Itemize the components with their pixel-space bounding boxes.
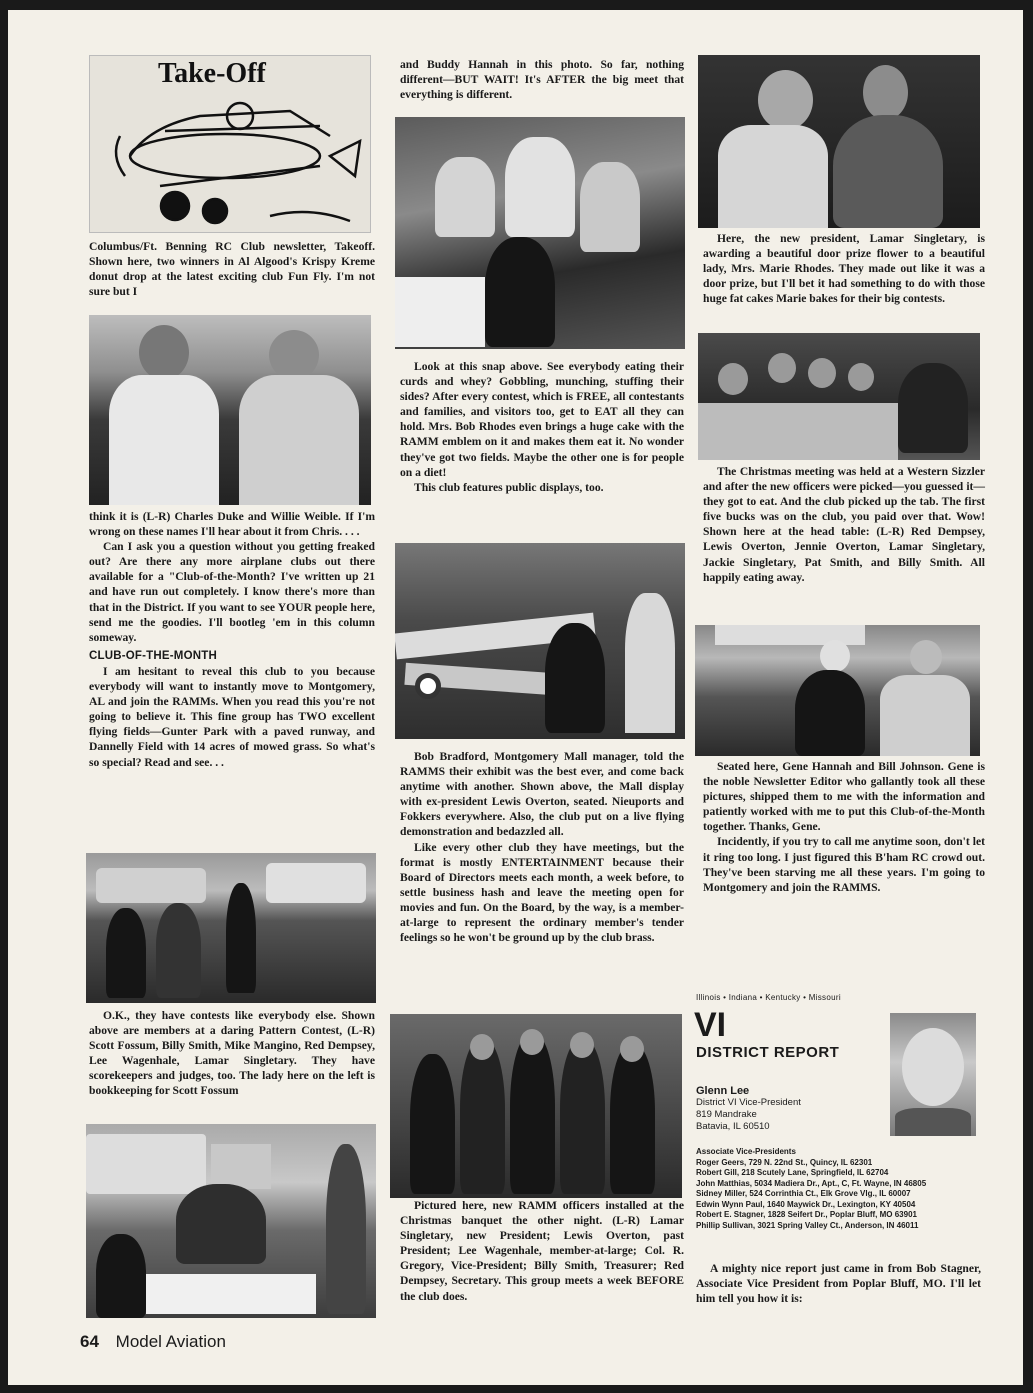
page-number: 64 [80,1332,99,1351]
photo-christmas-head-table [698,333,980,460]
col1-body: think it is (L-R) Charles Duke and Willie Weible. If I'm wrong on these names I'll hear about it from Chris. . . . Can I ask you a question without you getting freaked out? Are there any more airplane clubs out there available for a "Club-of-the-Month? I've written up 21 and have run out completely. I know there's more than that in the District. If you want to see YOUR people here, send me the goodies. I'll bootleg 'em in this column someway. CLUB-OF-THE-MONTH I am hesitant to reveal this club to you because everybody will want to instantly move to Montgomery, AL and join the RAMMs. When you read this you're not going to believe it. This fine group has TWO excellent flying fields—Gunter Park with a paved runway, and Dannelly Field with 14 acres of mowed grass. So what's so special? Read and see. . . [89,510,375,769]
col2-top: and Buddy Hannah in this photo. So far, nothing different—BUT WAIT! It's AFTER the big meet that everything is different. [400,58,684,102]
photo-new-officers [390,1014,682,1198]
photo-donut-drop-winners [89,315,371,505]
biplane-cartoon-icon [90,56,372,234]
takeoff-newsletter-logo [89,55,371,233]
associate-vp-heading: Associate Vice-Presidents [696,1147,796,1156]
vp-street: 819 Mandrake [696,1109,757,1120]
associate-vp-item: Phillip Sullivan, 3021 Spring Valley Ct., Anderson, IN 46011 [696,1220,919,1230]
takeoff-caption: Columbus/Ft. Benning RC Club newsletter, Takeoff. Shown here, two winners in Al Algood's Krispy Kreme donut drop at the latest exciting club Fun Fly. I'm not sure but I [89,240,375,299]
col3-body-1: Here, the new president, Lamar Singletary, is awarding a beautiful door prize flower to a beautiful lady, Mrs. Marie Rhodes. They made out like it was a door prize, but I'll bet it had something to do with those huge fat cakes Marie bakes for their big contests. [703,232,985,306]
associate-vp-list [696,1147,986,1231]
col2-body-3: Pictured here, new RAMM officers installed at the Christmas banquet the other night. (L-R) Lamar Singletary, new President; Lewis Overton, past President; Lee Wagenhale, member-at-large; Col. R. Gregory, Vice-President; Billy Smith, Treasurer; Red Dempsey, Secretary. This group meets a week BEFORE the club does. [400,1199,684,1303]
associate-vp-item: Robert Gill, 218 Scutely Lane, Springfield, IL 62704 [696,1168,889,1177]
associate-vp-item: John Matthias, 5034 Madiera Dr., Apt., C, Ft. Wayne, IN 46805 [696,1178,927,1188]
associate-vp-item: Roger Geers, 729 N. 22nd St., Quincy, IL 62301 [696,1157,873,1167]
glenn-lee-portrait [890,1013,976,1136]
associate-vp-item: Sidney Miller, 524 Corrinthia Ct., Elk Grove Vlg., IL 60007 [696,1189,911,1198]
photo-bookkeeping [86,1124,376,1318]
col3-body-2: The Christmas meeting was held at a Western Sizzler and after the new officers were picked—you guessed it—they got to eat. And the club picked up the tab. The first five bucks was on the club, you paid over that. Wow! Shown here at the head table: (L-R) Red Dempsey, Lewis Overton, Jennie Overton, Lamar Singletary, Jackie Singletary, Pat Smith, and Billy Smith. All happily eating away. [703,465,985,584]
photo-pattern-contest [86,853,376,1003]
vp-city: Batavia, IL 60510 [696,1121,770,1132]
page-footer [80,1332,226,1352]
district-states: Illinois • Indiana • Kentucky • Missouri [696,993,841,1002]
vp-contact-block [696,1085,886,1133]
club-of-the-month-heading: CLUB-OF-THE-MONTH [89,649,217,662]
district-report-heading: DISTRICT REPORT [696,1044,840,1061]
col2-body-1: Look at this snap above. See everybody eating their curds and whey? Gobbling, munching, stuffing their sides? After every contest, which is FREE, all contestants and families, and visitors too, get to EAT all they can hold. Mrs. Bob Rhodes even brings a huge cake with the RAMM emblem on it and makes them eat it. No wonder they've got two fields. Maybe the other one is for people on a diet! This club features public displays, too. [400,360,684,494]
col3-body-3: Seated here, Gene Hannah and Bill Johnson. Gene is the noble Newsletter Editor who gallantly took all these pictures, shipped them to me with the information and patiently worked with me to put this Club-of-the-Month together. Thanks, Gene. Incidently, if you try to call me anytime soon, don't let it ring too long. I just figured this B'ham RC crowd out. They've been starving me all these years. I'm going to Montgomery and join the RAMMS. [703,760,985,894]
associate-vp-item: Edwin Wynn Paul, 1640 Maywick Dr., Lexington, KY 40504 [696,1199,916,1209]
vp-name: Glenn Lee [696,1085,750,1097]
col1-body-2: O.K., they have contests like everybody else. Shown above are members at a daring Pattern Contest, (L-R) Scott Fossum, Billy Smith, Mike Mangino, Red Dempsey, Lee Wagenhale, Lamar Singletary. They have scorekeepers and judges, too. The lady here on the left is bookkeeping for Scott Fossum [89,1009,375,1098]
photo-mall-display [395,543,685,739]
photo-gene-hannah-bill-johnson [695,625,980,756]
magazine-page [8,10,1023,1385]
associate-vp-item: Robert E. Stagner, 1828 Seifert Dr., Poplar Bluff, MO 63901 [696,1210,917,1219]
vp-title: District VI Vice-President [696,1097,801,1108]
col3-body-4: A mighty nice report just came in from Bob Stagner, Associate Vice President from Poplar Bluff, MO. I'll let him tell you how it is: [696,1262,981,1306]
photo-eating-after-contest [395,117,685,349]
takeoff-logo-text: Take-Off [158,58,266,89]
magazine-title: Model Aviation [115,1332,226,1351]
photo-door-prize [698,55,980,228]
district-number: VI [694,1006,727,1044]
col2-body-2: Bob Bradford, Montgomery Mall manager, told the RAMMS their exhibit was the best ever, and come back anytime with another. Shown above, the Mall display with ex-president Lewis Overton, seated. Nieuports and Fokkers everywhere. Also, the club put on a live flying demonstration and bedazzled all. Like every other club they have meetings, but the format is mostly ENTERTAINMENT because their Board of Directors meets each month, a week before, to settle business hash and leave the meeting open for movies and fun. On the Board, by the way, is a member-at-large to represent the ordinary member's tender feelings so he won't be ground up by the club brass. [400,750,684,945]
